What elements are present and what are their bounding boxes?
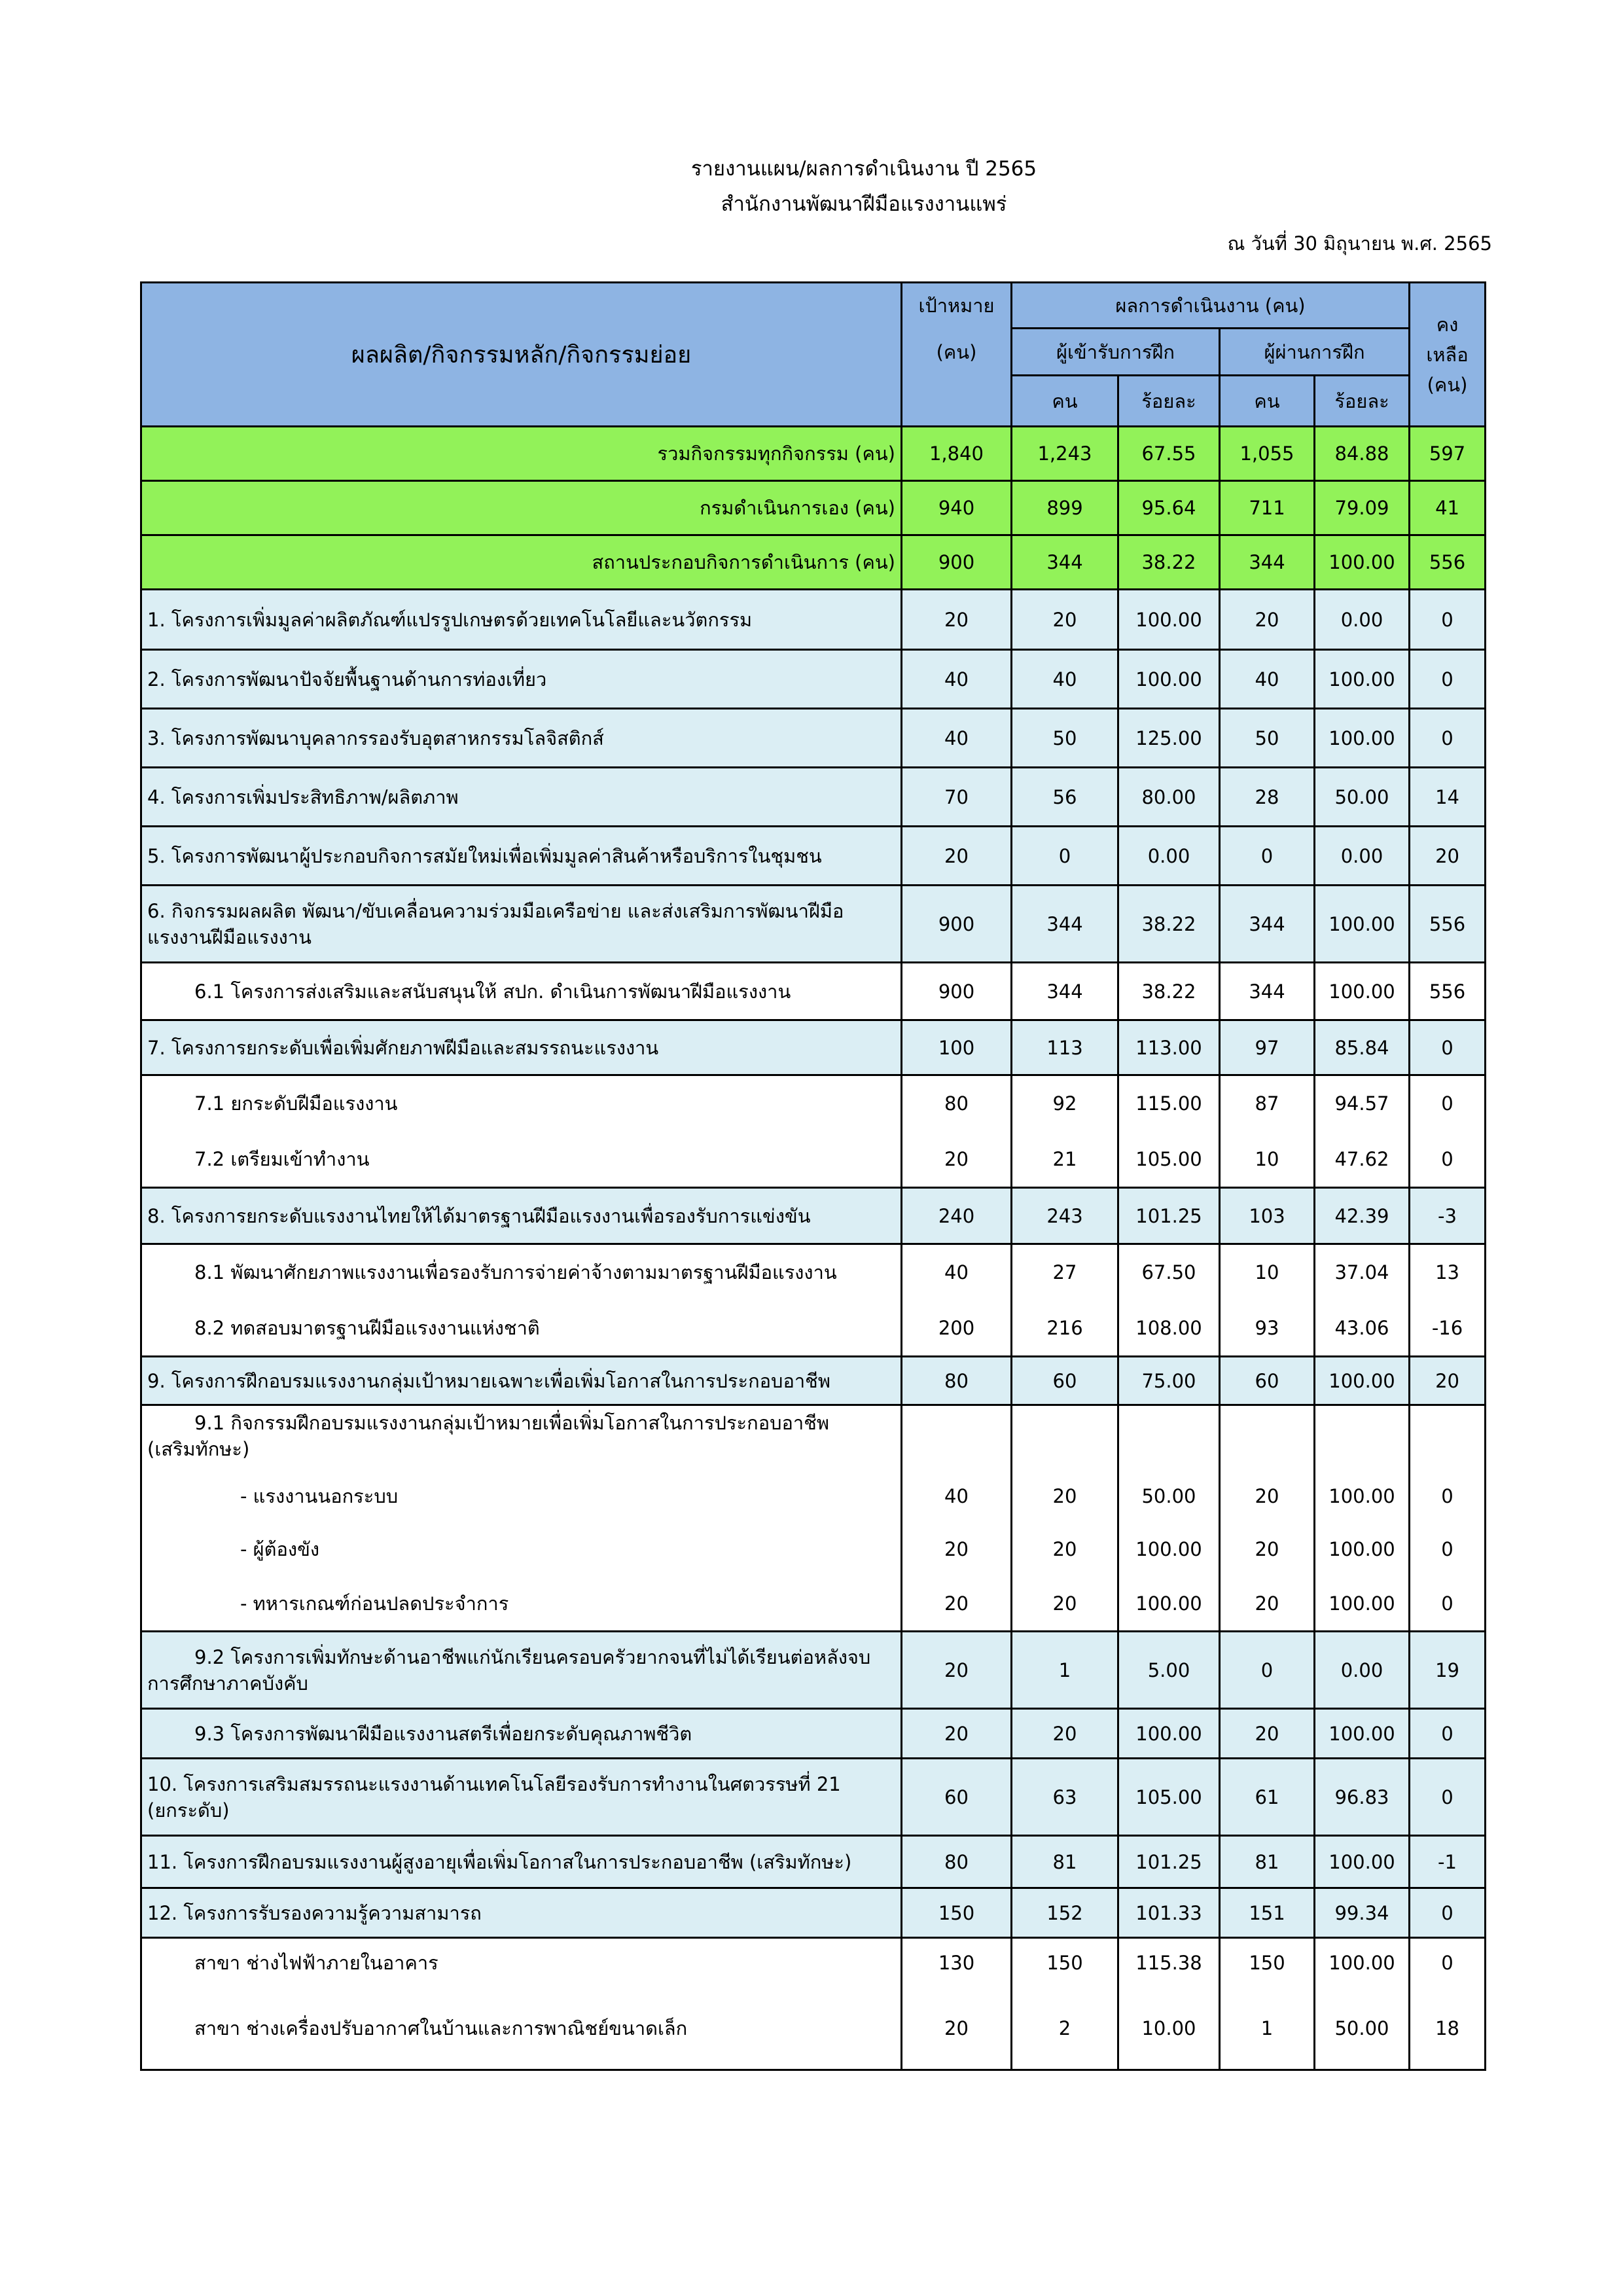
row-label-line1: สาขา ช่างเครื่องปรับอากาศในบ้านและการพาณิชย์ขนาดเล็ก	[194, 2017, 688, 2039]
row-label-line1: 4. โครงการเพิ่มประสิทธิภาพ/ผลิตภาพ	[147, 785, 459, 808]
cell-target: 40	[902, 709, 1012, 768]
col-header-target-l1: เป้าหมาย	[902, 283, 1012, 329]
table-row	[141, 1357, 1486, 1405]
col-header-results: ผลการดำเนินงาน (คน)	[1012, 283, 1410, 329]
cell-target: 200	[902, 1300, 1012, 1357]
cell-trainees-persons: 20	[1012, 1577, 1118, 1632]
cell-passed-percent: 99.34	[1315, 1888, 1410, 1938]
cell-passed-persons: 344	[1220, 535, 1315, 590]
cell-trainees-persons: 63	[1012, 1759, 1118, 1836]
cell-remaining: 0	[1410, 1020, 1486, 1075]
cell-trainees-persons: 0	[1012, 827, 1118, 886]
row-label-line1: 5. โครงการพัฒนาผู้ประกอบกิจการสมัยใหม่เพื่อเพิ่มมูลค่าสินค้าหรือบริการในชุมชน	[147, 844, 822, 867]
cell-trainees-percent: 100.00	[1118, 1709, 1220, 1759]
cell-passed-persons: 40	[1220, 650, 1315, 709]
cell-trainees-persons: 27	[1012, 1244, 1118, 1300]
cell-trainees-persons: 56	[1012, 768, 1118, 827]
report-date: ณ วันที่ 30 มิถุนายน พ.ศ. 2565	[1227, 232, 1492, 255]
row-label-line2: (ยกระดับ)	[147, 1799, 230, 1821]
cell-passed-percent: 96.83	[1315, 1759, 1410, 1836]
cell-passed-percent: 100.00	[1315, 963, 1410, 1020]
row-label-line1: 7.1 ยกระดับฝีมือแรงงาน	[194, 1092, 398, 1115]
cell-target: 20	[902, 1988, 1012, 2070]
col-header-item: ผลผลิต/กิจกรรมหลัก/กิจกรรมย่อย	[141, 283, 902, 427]
row-label	[141, 827, 902, 886]
row-label-line1: - ผู้ต้องขัง	[240, 1537, 320, 1560]
cell-target: 940	[902, 481, 1012, 535]
cell-target: 20	[902, 1522, 1012, 1577]
cell-remaining: 0	[1410, 650, 1486, 709]
col-header-passed-percent: ร้อยละ	[1315, 376, 1410, 427]
cell-passed-persons: 81	[1220, 1836, 1315, 1888]
row-label	[141, 886, 902, 963]
cell-passed-persons: 103	[1220, 1188, 1315, 1244]
cell-trainees-persons: 899	[1012, 481, 1118, 535]
cell-remaining: 18	[1410, 1988, 1486, 2070]
cell-passed-percent: 0.00	[1315, 827, 1410, 886]
cell-remaining: 19	[1410, 1632, 1486, 1709]
col-header-target-l2: (คน)	[902, 329, 1012, 376]
cell-trainees-persons: 92	[1012, 1075, 1118, 1132]
col-header-passed-persons: คน	[1220, 376, 1315, 427]
cell-trainees-persons: 50	[1012, 709, 1118, 768]
cell-target: 80	[902, 1075, 1012, 1132]
table-row	[141, 650, 1486, 709]
cell-trainees-persons: 20	[1012, 590, 1118, 650]
cell-target: 20	[902, 1632, 1012, 1709]
table-row	[141, 963, 1486, 1020]
cell-remaining: 0	[1410, 1075, 1486, 1132]
cell-trainees-persons: 1,243	[1012, 427, 1118, 481]
cell-passed-percent: 100.00	[1315, 1709, 1410, 1759]
row-label	[141, 1075, 902, 1132]
cell-passed-percent: 100.00	[1315, 886, 1410, 963]
cell-passed-persons: 93	[1220, 1300, 1315, 1357]
row-label	[141, 1632, 902, 1709]
row-label-line1: 9. โครงการฝึกอบรมแรงงานกลุ่มเป้าหมายเฉพาะเพื่อเพิ่มโอกาสในการประกอบอาชีพ	[147, 1369, 830, 1392]
cell-trainees-percent: 108.00	[1118, 1300, 1220, 1357]
row-label-line1: รวมกิจกรรมทุกกิจกรรม (คน)	[657, 442, 895, 465]
cell-passed-persons: 151	[1220, 1888, 1315, 1938]
cell-trainees-percent: 101.25	[1118, 1188, 1220, 1244]
cell-remaining: 556	[1410, 886, 1486, 963]
cell-target: 20	[902, 827, 1012, 886]
cell-passed-percent: 50.00	[1315, 1988, 1410, 2070]
row-label	[141, 1188, 902, 1244]
cell-trainees-persons: 60	[1012, 1357, 1118, 1405]
col-header-target-blank	[902, 376, 1012, 427]
cell-target: 60	[902, 1759, 1012, 1836]
table-row	[141, 1632, 1486, 1709]
cell-target: 150	[902, 1888, 1012, 1938]
table-row	[141, 1132, 1486, 1188]
table-row	[141, 1471, 1486, 1522]
cell-passed-percent: 37.04	[1315, 1244, 1410, 1300]
cell-remaining: -16	[1410, 1300, 1486, 1357]
cell-trainees-persons: 152	[1012, 1888, 1118, 1938]
cell-target: 40	[902, 1471, 1012, 1522]
cell-passed-persons: 0	[1220, 1632, 1315, 1709]
row-label-line1: สถานประกอบกิจการดำเนินการ (คน)	[592, 551, 895, 573]
cell-remaining: 14	[1410, 768, 1486, 827]
cell-target: 240	[902, 1188, 1012, 1244]
cell-passed-percent: 0.00	[1315, 1632, 1410, 1709]
cell-target: 900	[902, 535, 1012, 590]
row-label	[141, 1988, 902, 2070]
row-label-line1: 8.1 พัฒนาศักยภาพแรงงานเพื่อรองรับการจ่ายค่าจ้างตามมาตรฐานฝีมือแรงงาน	[194, 1261, 837, 1284]
cell-target: 20	[902, 590, 1012, 650]
cell-passed-percent	[1315, 1405, 1410, 1471]
cell-trainees-percent: 113.00	[1118, 1020, 1220, 1075]
cell-trainees-persons: 1	[1012, 1632, 1118, 1709]
cell-passed-persons: 10	[1220, 1244, 1315, 1300]
table-row	[141, 886, 1486, 963]
row-label	[141, 535, 902, 590]
row-label-line1: 7. โครงการยกระดับเพื่อเพิ่มศักยภาพฝีมือและสมรรถนะแรงงาน	[147, 1036, 659, 1059]
cell-remaining: 556	[1410, 963, 1486, 1020]
row-label-line1: 9.2 โครงการเพิ่มทักษะด้านอาชีพแก่นักเรียนครอบครัวยากจนที่ไม่ได้เรียนต่อหลังจบ	[194, 1645, 871, 1668]
cell-passed-percent: 0.00	[1315, 590, 1410, 650]
cell-trainees-persons: 344	[1012, 886, 1118, 963]
row-label-line1: 11. โครงการฝึกอบรมแรงงานผู้สูงอายุเพื่อเพิ่มโอกาสในการประกอบอาชีพ (เสริมทักษะ)	[147, 1850, 852, 1873]
row-label-line2: (เสริมทักษะ)	[147, 1438, 250, 1460]
cell-trainees-percent: 10.00	[1118, 1988, 1220, 2070]
cell-passed-persons	[1220, 1405, 1315, 1471]
cell-target: 900	[902, 963, 1012, 1020]
cell-target: 20	[902, 1132, 1012, 1188]
cell-trainees-percent: 100.00	[1118, 1522, 1220, 1577]
row-label	[141, 1020, 902, 1075]
cell-trainees-persons: 20	[1012, 1471, 1118, 1522]
cell-remaining: 0	[1410, 1888, 1486, 1938]
cell-passed-percent: 79.09	[1315, 481, 1410, 535]
cell-passed-persons: 97	[1220, 1020, 1315, 1075]
col-header-passed: ผู้ผ่านการฝึก	[1220, 329, 1410, 376]
table-row	[141, 1020, 1486, 1075]
cell-remaining: 0	[1410, 590, 1486, 650]
cell-remaining: 0	[1410, 1709, 1486, 1759]
cell-passed-percent: 50.00	[1315, 768, 1410, 827]
table-row	[141, 535, 1486, 590]
table-row	[141, 709, 1486, 768]
row-label-line1: 6. กิจกรรมผลผลิต พัฒนา/ขับเคลื่อนความร่วมมือเครือข่าย และส่งเสริมการพัฒนาฝีมือ	[147, 899, 844, 922]
cell-remaining	[1410, 1405, 1486, 1471]
cell-passed-percent: 42.39	[1315, 1188, 1410, 1244]
table-row	[141, 1188, 1486, 1244]
row-label	[141, 1357, 902, 1405]
cell-trainees-percent: 115.00	[1118, 1075, 1220, 1132]
row-label	[141, 590, 902, 650]
cell-trainees-persons: 21	[1012, 1132, 1118, 1188]
table-row	[141, 1888, 1486, 1938]
row-label	[141, 1471, 902, 1522]
cell-remaining: 0	[1410, 1132, 1486, 1188]
row-label-line1: 10. โครงการเสริมสมรรถนะแรงงานด้านเทคโนโลยีรองรับการทำงานในศตวรรษที่ 21	[147, 1772, 841, 1795]
table-row	[141, 1836, 1486, 1888]
cell-passed-persons: 20	[1220, 1522, 1315, 1577]
col-header-trainees: ผู้เข้ารับการฝึก	[1012, 329, 1220, 376]
cell-passed-percent: 43.06	[1315, 1300, 1410, 1357]
cell-trainees-persons: 81	[1012, 1836, 1118, 1888]
cell-trainees-percent: 105.00	[1118, 1759, 1220, 1836]
col-header-remaining	[1410, 283, 1486, 427]
cell-trainees-percent: 38.22	[1118, 535, 1220, 590]
cell-passed-persons: 1	[1220, 1988, 1315, 2070]
cell-passed-persons: 711	[1220, 481, 1315, 535]
results-table	[140, 281, 1486, 2071]
row-label-line1: กรมดำเนินการเอง (คน)	[700, 497, 895, 519]
report-title: รายงานแผน/ผลการดำเนินงาน ปี 2565	[690, 157, 1037, 181]
row-label-line2: แรงงานฝีมือแรงงาน	[147, 925, 312, 948]
cell-trainees-persons: 243	[1012, 1188, 1118, 1244]
row-label	[141, 1132, 902, 1188]
cell-trainees-percent: 101.33	[1118, 1888, 1220, 1938]
row-label-line1: 3. โครงการพัฒนาบุคลากรรองรับอุตสาหกรรมโลจิสติกส์	[147, 726, 604, 749]
cell-trainees-percent: 75.00	[1118, 1357, 1220, 1405]
row-label-line1: 9.1 กิจกรรมฝึกอบรมแรงงานกลุ่มเป้าหมายเพื่อเพิ่มโอกาสในการประกอบอาชีพ	[194, 1412, 830, 1434]
cell-trainees-percent: 38.22	[1118, 963, 1220, 1020]
cell-trainees-percent: 67.50	[1118, 1244, 1220, 1300]
table-body	[141, 427, 1486, 2070]
table-row	[141, 1522, 1486, 1577]
cell-target: 130	[902, 1938, 1012, 1988]
row-label-line1: 8. โครงการยกระดับแรงงานไทยให้ได้มาตรฐานฝีมือแรงงานเพื่อรองรับการแข่งขัน	[147, 1204, 811, 1227]
cell-passed-persons: 20	[1220, 1577, 1315, 1632]
cell-passed-persons: 344	[1220, 963, 1315, 1020]
cell-passed-percent: 47.62	[1315, 1132, 1410, 1188]
cell-trainees-persons: 216	[1012, 1300, 1118, 1357]
cell-remaining: 20	[1410, 1357, 1486, 1405]
cell-passed-percent: 100.00	[1315, 650, 1410, 709]
row-label-line1: 9.3 โครงการพัฒนาฝีมือแรงงานสตรีเพื่อยกระดับคุณภาพชีวิต	[194, 1722, 692, 1745]
col-header-remaining-l2: (คน)	[1427, 373, 1468, 396]
cell-trainees-percent: 80.00	[1118, 768, 1220, 827]
cell-passed-percent: 100.00	[1315, 1577, 1410, 1632]
cell-remaining: 0	[1410, 1471, 1486, 1522]
cell-target: 20	[902, 1709, 1012, 1759]
row-label	[141, 963, 902, 1020]
table-row	[141, 1759, 1486, 1836]
cell-trainees-persons	[1012, 1405, 1118, 1471]
cell-remaining: -1	[1410, 1836, 1486, 1888]
cell-target: 80	[902, 1836, 1012, 1888]
row-label	[141, 1759, 902, 1836]
cell-passed-percent: 100.00	[1315, 1522, 1410, 1577]
cell-passed-persons: 150	[1220, 1938, 1315, 1988]
row-label-line1: 7.2 เตรียมเข้าทำงาน	[194, 1147, 370, 1170]
cell-trainees-persons: 344	[1012, 535, 1118, 590]
row-label	[141, 481, 902, 535]
cell-remaining: -3	[1410, 1188, 1486, 1244]
cell-trainees-persons: 150	[1012, 1938, 1118, 1988]
table-row	[141, 827, 1486, 886]
table-row	[141, 1300, 1486, 1357]
row-label-line1: 12. โครงการรับรองความรู้ความสามารถ	[147, 1901, 482, 1924]
cell-passed-percent: 100.00	[1315, 1471, 1410, 1522]
cell-target: 70	[902, 768, 1012, 827]
cell-trainees-percent: 38.22	[1118, 886, 1220, 963]
office-name: สำนักงานพัฒนาฝีมือแรงงานแพร่	[721, 192, 1007, 216]
table-row	[141, 1075, 1486, 1132]
table-row	[141, 768, 1486, 827]
col-header-trainees-persons: คน	[1012, 376, 1118, 427]
row-label	[141, 1888, 902, 1938]
row-label	[141, 1836, 902, 1888]
cell-passed-persons: 28	[1220, 768, 1315, 827]
cell-target: 900	[902, 886, 1012, 963]
cell-remaining: 13	[1410, 1244, 1486, 1300]
cell-trainees-percent: 101.25	[1118, 1836, 1220, 1888]
table-row	[141, 481, 1486, 535]
row-label	[141, 709, 902, 768]
cell-trainees-percent: 0.00	[1118, 827, 1220, 886]
row-label	[141, 1244, 902, 1300]
cell-passed-persons: 60	[1220, 1357, 1315, 1405]
cell-passed-persons: 61	[1220, 1759, 1315, 1836]
cell-trainees-percent: 100.00	[1118, 590, 1220, 650]
cell-trainees-percent	[1118, 1405, 1220, 1471]
cell-passed-percent: 100.00	[1315, 1938, 1410, 1988]
cell-remaining: 0	[1410, 1938, 1486, 1988]
cell-passed-persons: 0	[1220, 827, 1315, 886]
cell-passed-percent: 100.00	[1315, 535, 1410, 590]
table-row	[141, 1938, 1486, 1988]
cell-trainees-persons: 20	[1012, 1522, 1118, 1577]
row-label-line1: 6.1 โครงการส่งเสริมและสนับสนุนให้ สปก. ดำเนินการพัฒนาฝีมือแรงงาน	[194, 980, 791, 1003]
cell-passed-percent: 100.00	[1315, 1357, 1410, 1405]
row-label-line1: 1. โครงการเพิ่มมูลค่าผลิตภัณฑ์แปรรูปเกษตรด้วยเทคโนโลยีและนวัตกรรม	[147, 608, 753, 631]
cell-passed-persons: 50	[1220, 709, 1315, 768]
row-label	[141, 1405, 902, 1471]
cell-target: 40	[902, 1244, 1012, 1300]
cell-trainees-percent: 95.64	[1118, 481, 1220, 535]
cell-trainees-percent: 50.00	[1118, 1471, 1220, 1522]
cell-target: 80	[902, 1357, 1012, 1405]
cell-trainees-percent: 100.00	[1118, 650, 1220, 709]
row-label-line1: - แรงงานนอกระบบ	[240, 1484, 399, 1507]
row-label	[141, 1709, 902, 1759]
row-label	[141, 1938, 902, 1988]
cell-passed-persons: 20	[1220, 1709, 1315, 1759]
cell-trainees-persons: 344	[1012, 963, 1118, 1020]
cell-passed-persons: 344	[1220, 886, 1315, 963]
cell-target	[902, 1405, 1012, 1471]
table-row	[141, 427, 1486, 481]
cell-trainees-percent: 67.55	[1118, 427, 1220, 481]
row-label-line1: 8.2 ทดสอบมาตรฐานฝีมือแรงงานแห่งชาติ	[194, 1316, 540, 1339]
cell-remaining: 556	[1410, 535, 1486, 590]
cell-remaining: 597	[1410, 427, 1486, 481]
row-label	[141, 1577, 902, 1632]
row-label-line1: สาขา ช่างไฟฟ้าภายในอาคาร	[194, 1952, 438, 1975]
table-row	[141, 1988, 1486, 2070]
cell-remaining: 41	[1410, 481, 1486, 535]
cell-remaining: 0	[1410, 709, 1486, 768]
cell-remaining: 0	[1410, 1759, 1486, 1836]
table-row	[141, 1709, 1486, 1759]
cell-trainees-percent: 100.00	[1118, 1577, 1220, 1632]
cell-passed-percent: 85.84	[1315, 1020, 1410, 1075]
cell-trainees-percent: 5.00	[1118, 1632, 1220, 1709]
cell-remaining: 20	[1410, 827, 1486, 886]
table-row	[141, 1244, 1486, 1300]
cell-passed-percent: 84.88	[1315, 427, 1410, 481]
row-label-line2: การศึกษาภาคบังคับ	[147, 1672, 308, 1695]
cell-target: 100	[902, 1020, 1012, 1075]
cell-target: 20	[902, 1577, 1012, 1632]
cell-target: 40	[902, 650, 1012, 709]
cell-passed-persons: 1,055	[1220, 427, 1315, 481]
row-label	[141, 768, 902, 827]
cell-passed-percent: 94.57	[1315, 1075, 1410, 1132]
cell-passed-persons: 20	[1220, 590, 1315, 650]
col-header-remaining-l1: คงเหลือ	[1426, 313, 1469, 366]
table-row	[141, 1405, 1486, 1471]
cell-passed-persons: 87	[1220, 1075, 1315, 1132]
table-row	[141, 590, 1486, 650]
cell-passed-percent: 100.00	[1315, 709, 1410, 768]
row-label-line1: 2. โครงการพัฒนาปัจจัยพื้นฐานด้านการท่องเที่ยว	[147, 668, 547, 691]
cell-trainees-persons: 40	[1012, 650, 1118, 709]
col-header-trainees-percent: ร้อยละ	[1118, 376, 1220, 427]
cell-trainees-percent: 115.38	[1118, 1938, 1220, 1988]
cell-remaining: 0	[1410, 1577, 1486, 1632]
row-label	[141, 1300, 902, 1357]
table-row	[141, 1577, 1486, 1632]
cell-target: 1,840	[902, 427, 1012, 481]
cell-trainees-persons: 2	[1012, 1988, 1118, 2070]
cell-passed-persons: 10	[1220, 1132, 1315, 1188]
cell-passed-persons: 20	[1220, 1471, 1315, 1522]
row-label-line1: - ทหารเกณฑ์ก่อนปลดประจำการ	[240, 1592, 509, 1615]
cell-trainees-percent: 125.00	[1118, 709, 1220, 768]
row-label	[141, 427, 902, 481]
cell-remaining: 0	[1410, 1522, 1486, 1577]
cell-passed-percent: 100.00	[1315, 1836, 1410, 1888]
row-label	[141, 1522, 902, 1577]
cell-trainees-persons: 20	[1012, 1709, 1118, 1759]
cell-trainees-percent: 105.00	[1118, 1132, 1220, 1188]
cell-trainees-persons: 113	[1012, 1020, 1118, 1075]
row-label	[141, 650, 902, 709]
